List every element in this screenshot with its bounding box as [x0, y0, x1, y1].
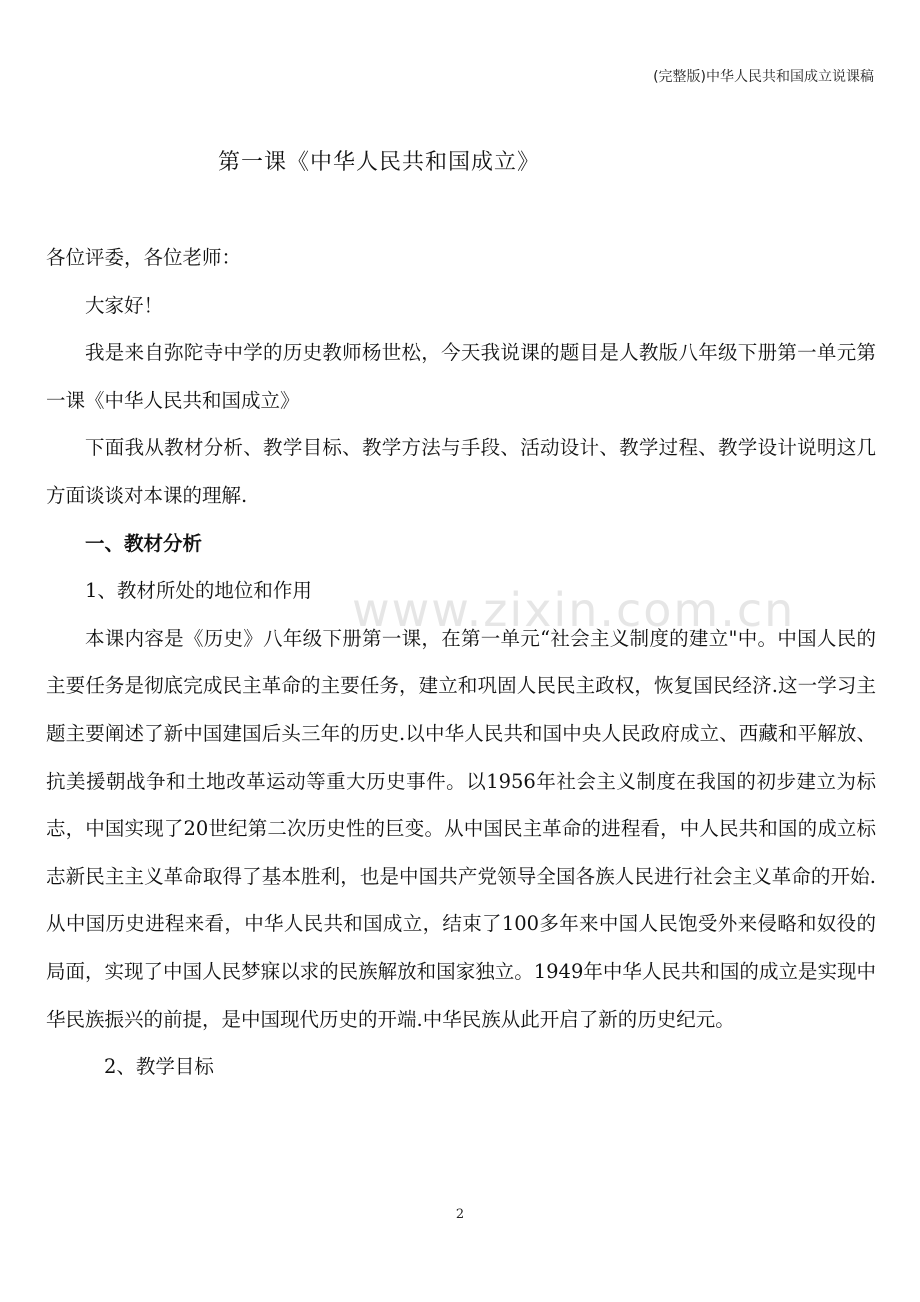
subsection-heading: 1、教材所处的地位和作用	[85, 579, 312, 603]
running-header: (完整版)中华人民共和国成立说课稿	[653, 69, 874, 85]
section-heading: 一、教材分析	[85, 531, 203, 555]
subsection-heading: 2、教学目标	[104, 1055, 214, 1079]
salutation: 各位评委，各位老师：	[46, 246, 242, 269]
page-title: 第一课《中华人民共和国成立》	[218, 150, 541, 175]
intro-paragraph: 我是来自弥陀寺中学的历史教师杨世松，今天我说课的题目是人教版八年级下册第一单元第一课《中华人民共和国成立》	[46, 341, 876, 412]
outline-paragraph: 下面我从教材分析、教学目标、教学方法与手段、活动设计、教学过程、教学设计说明这几方面谈谈对本课的理解.	[46, 436, 876, 507]
watermark: www.zixin.com.cn	[352, 583, 796, 637]
greeting: 大家好！	[85, 293, 164, 317]
document-body	[46, 234, 876, 1091]
body-paragraph: 本课内容是《历史》八年级下册第一课，在第一单元“社会主义制度的建立"中。中国人民的主要任务是彻底完成民主革命的主要任务，建立和巩固人民民主政权，恢复国民经济.这一学习主题主要阐述了新中国建国后头三年的历史.以中华人民共和国中央人民政府成立、西藏和平解放、抗美援朝战争和土地改革运动等重大历史事件。以1956年社会主义制度在我国的初步建立为标志，中国实现了20世纪第二次历史性的巨变。从中国民主革命的进程看，中人民共和国的成立标志新民主主义革命取得了基本胜利，也是中国共产党领导全国各族人民进行社会主义革命的开始.从中国历史进程来看，中华人民共和国成立，结束了100多年来中国人民饱受外来侵略和奴役的局面，实现了中国人民梦寐以求的民族解放和国家独立。1949年中华人民共和国的成立是实现中华民族振兴的前提，是中国现代历史的开端.中华民族从此开启了新的历史纪元。	[46, 626, 876, 1031]
page-number: 2	[455, 1207, 465, 1222]
